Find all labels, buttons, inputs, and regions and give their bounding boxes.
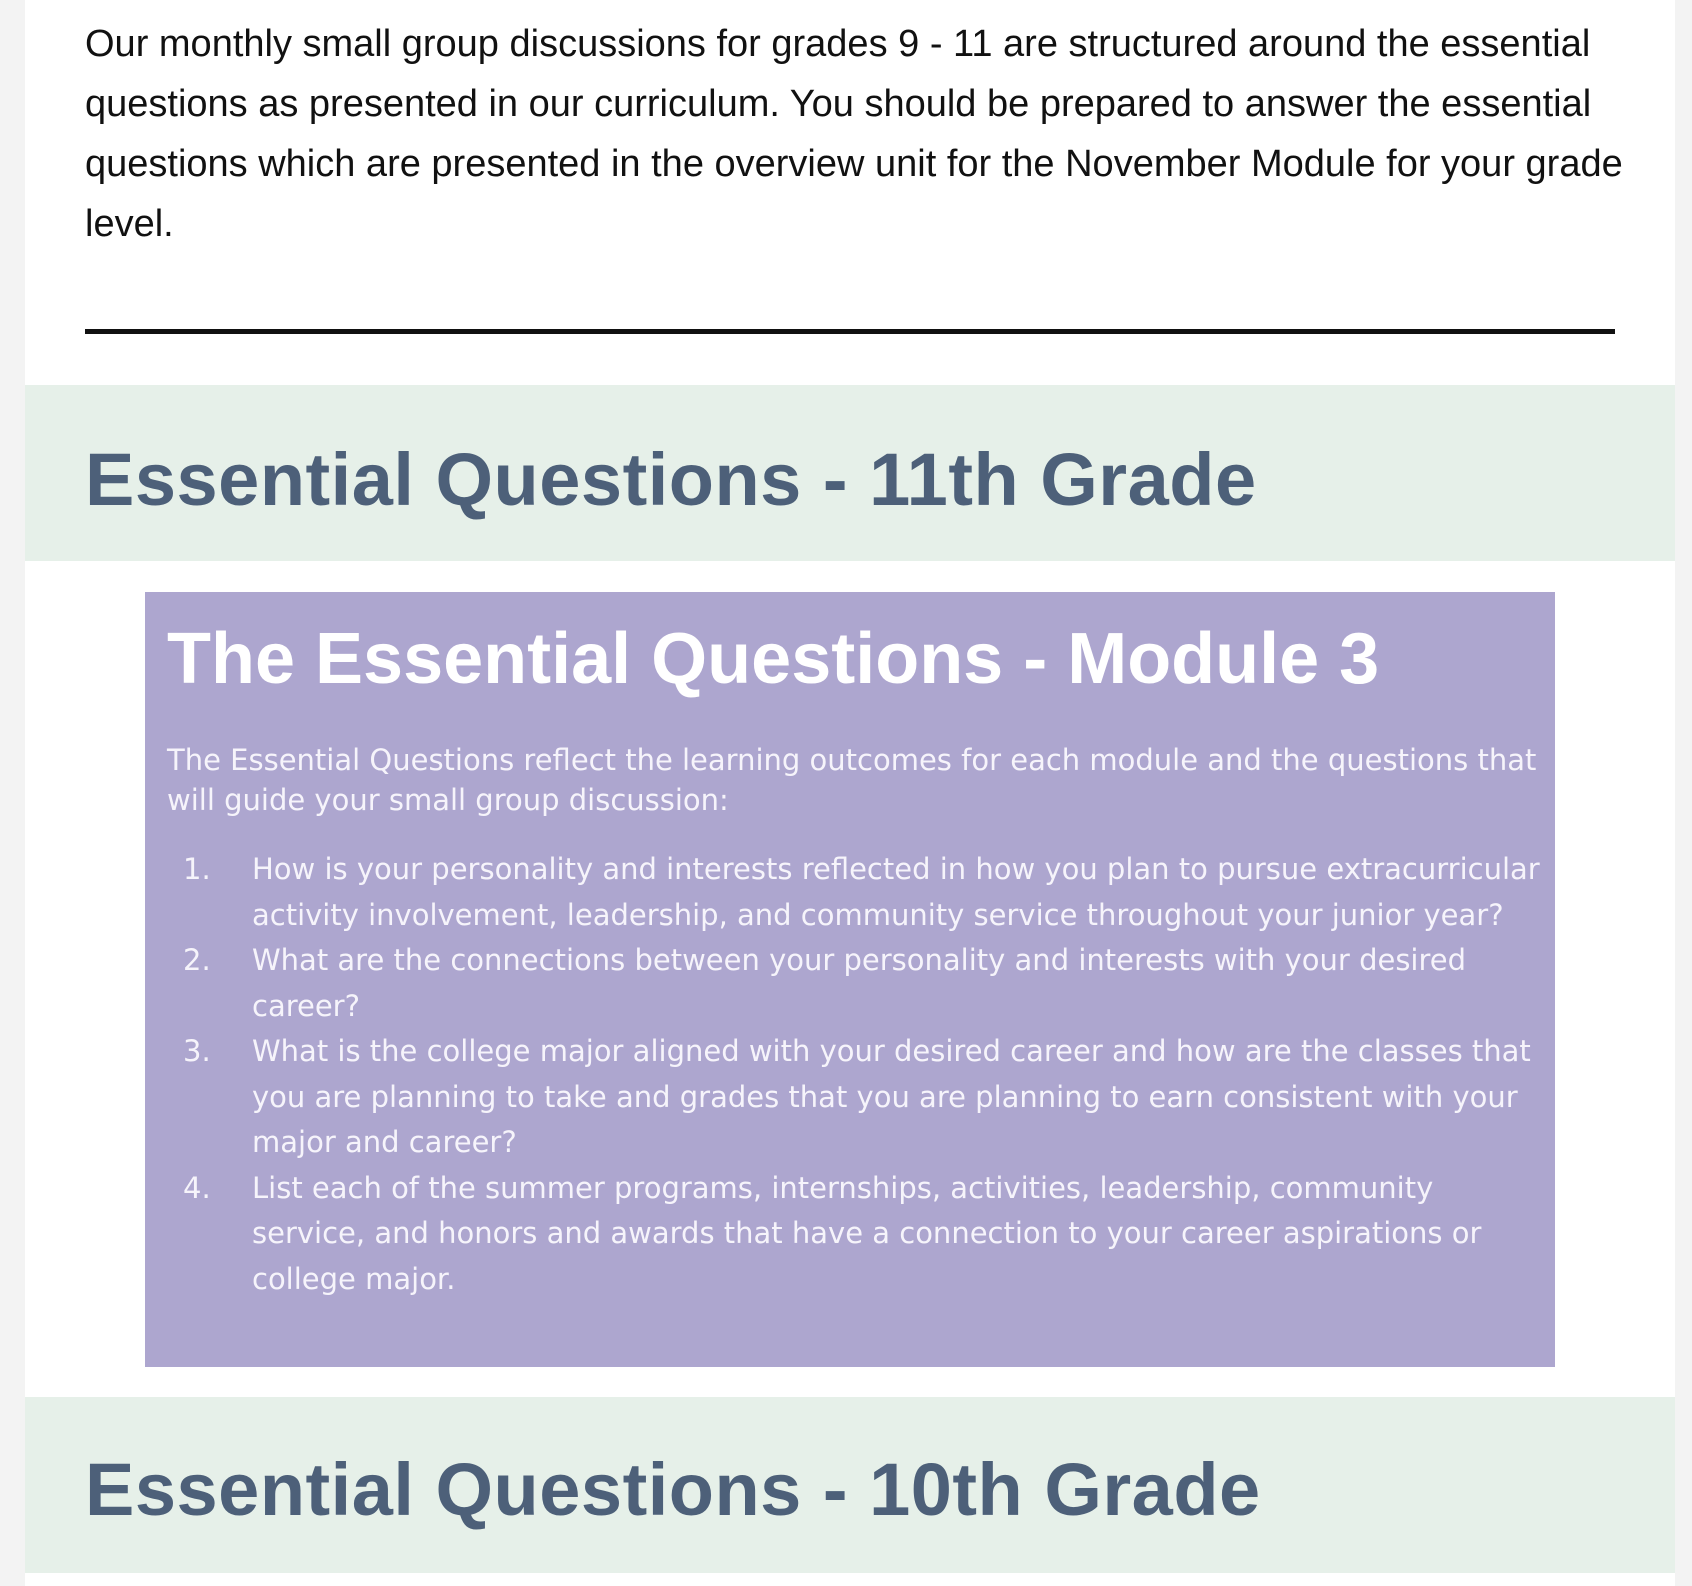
page-content [25,0,1675,1586]
question-item [167,1166,1547,1303]
horizontal-divider [85,329,1615,334]
question-item [167,938,1547,1029]
section-header-11th-grade [25,385,1675,561]
module-intro-text: The Essential Questions reflect the learning outcomes for each module and the questions that will guide your small group discussion: [167,743,1537,817]
question-text: How is your personality and interests reflected in how you plan to pursue extracurricular activity involvement, leadership, and community service throughout your junior year? [252,852,1540,932]
module-3-essential-questions-image [145,592,1555,1367]
question-number: 2. [183,943,211,977]
essential-questions-list [167,847,1547,1302]
question-item [167,847,1547,938]
question-text: What are the connections between your personality and interests with your desired career? [252,943,1467,1023]
question-number: 4. [183,1170,211,1205]
section-heading: Essential Questions - 10th Grade [85,1448,1261,1531]
module-title: The Essential Questions - Module 3 [167,619,1380,699]
question-item [167,1029,1547,1166]
question-number: 1. [183,852,211,886]
intro-paragraph: Our monthly small group discussions for grades 9 - 11 are structured around the essential questions as presented in our curriculum. You should be prepared to answer the essential questions which are presented in the overview unit for the November Module for your grade level. [85,23,1623,245]
question-text: List each of the summer programs, internships, activities, leadership, community service, and honors and awards that have a connection to your career aspirations or college major. [252,1170,1482,1296]
question-number: 3. [183,1034,211,1068]
question-text: What is the college major aligned with your desired career and how are the classes that you are planning to take and grades that you are planning to earn consistent with your major and career? [252,1034,1531,1159]
section-heading: Essential Questions - 11th Grade [85,438,1257,521]
section-header-10th-grade [25,1397,1675,1573]
